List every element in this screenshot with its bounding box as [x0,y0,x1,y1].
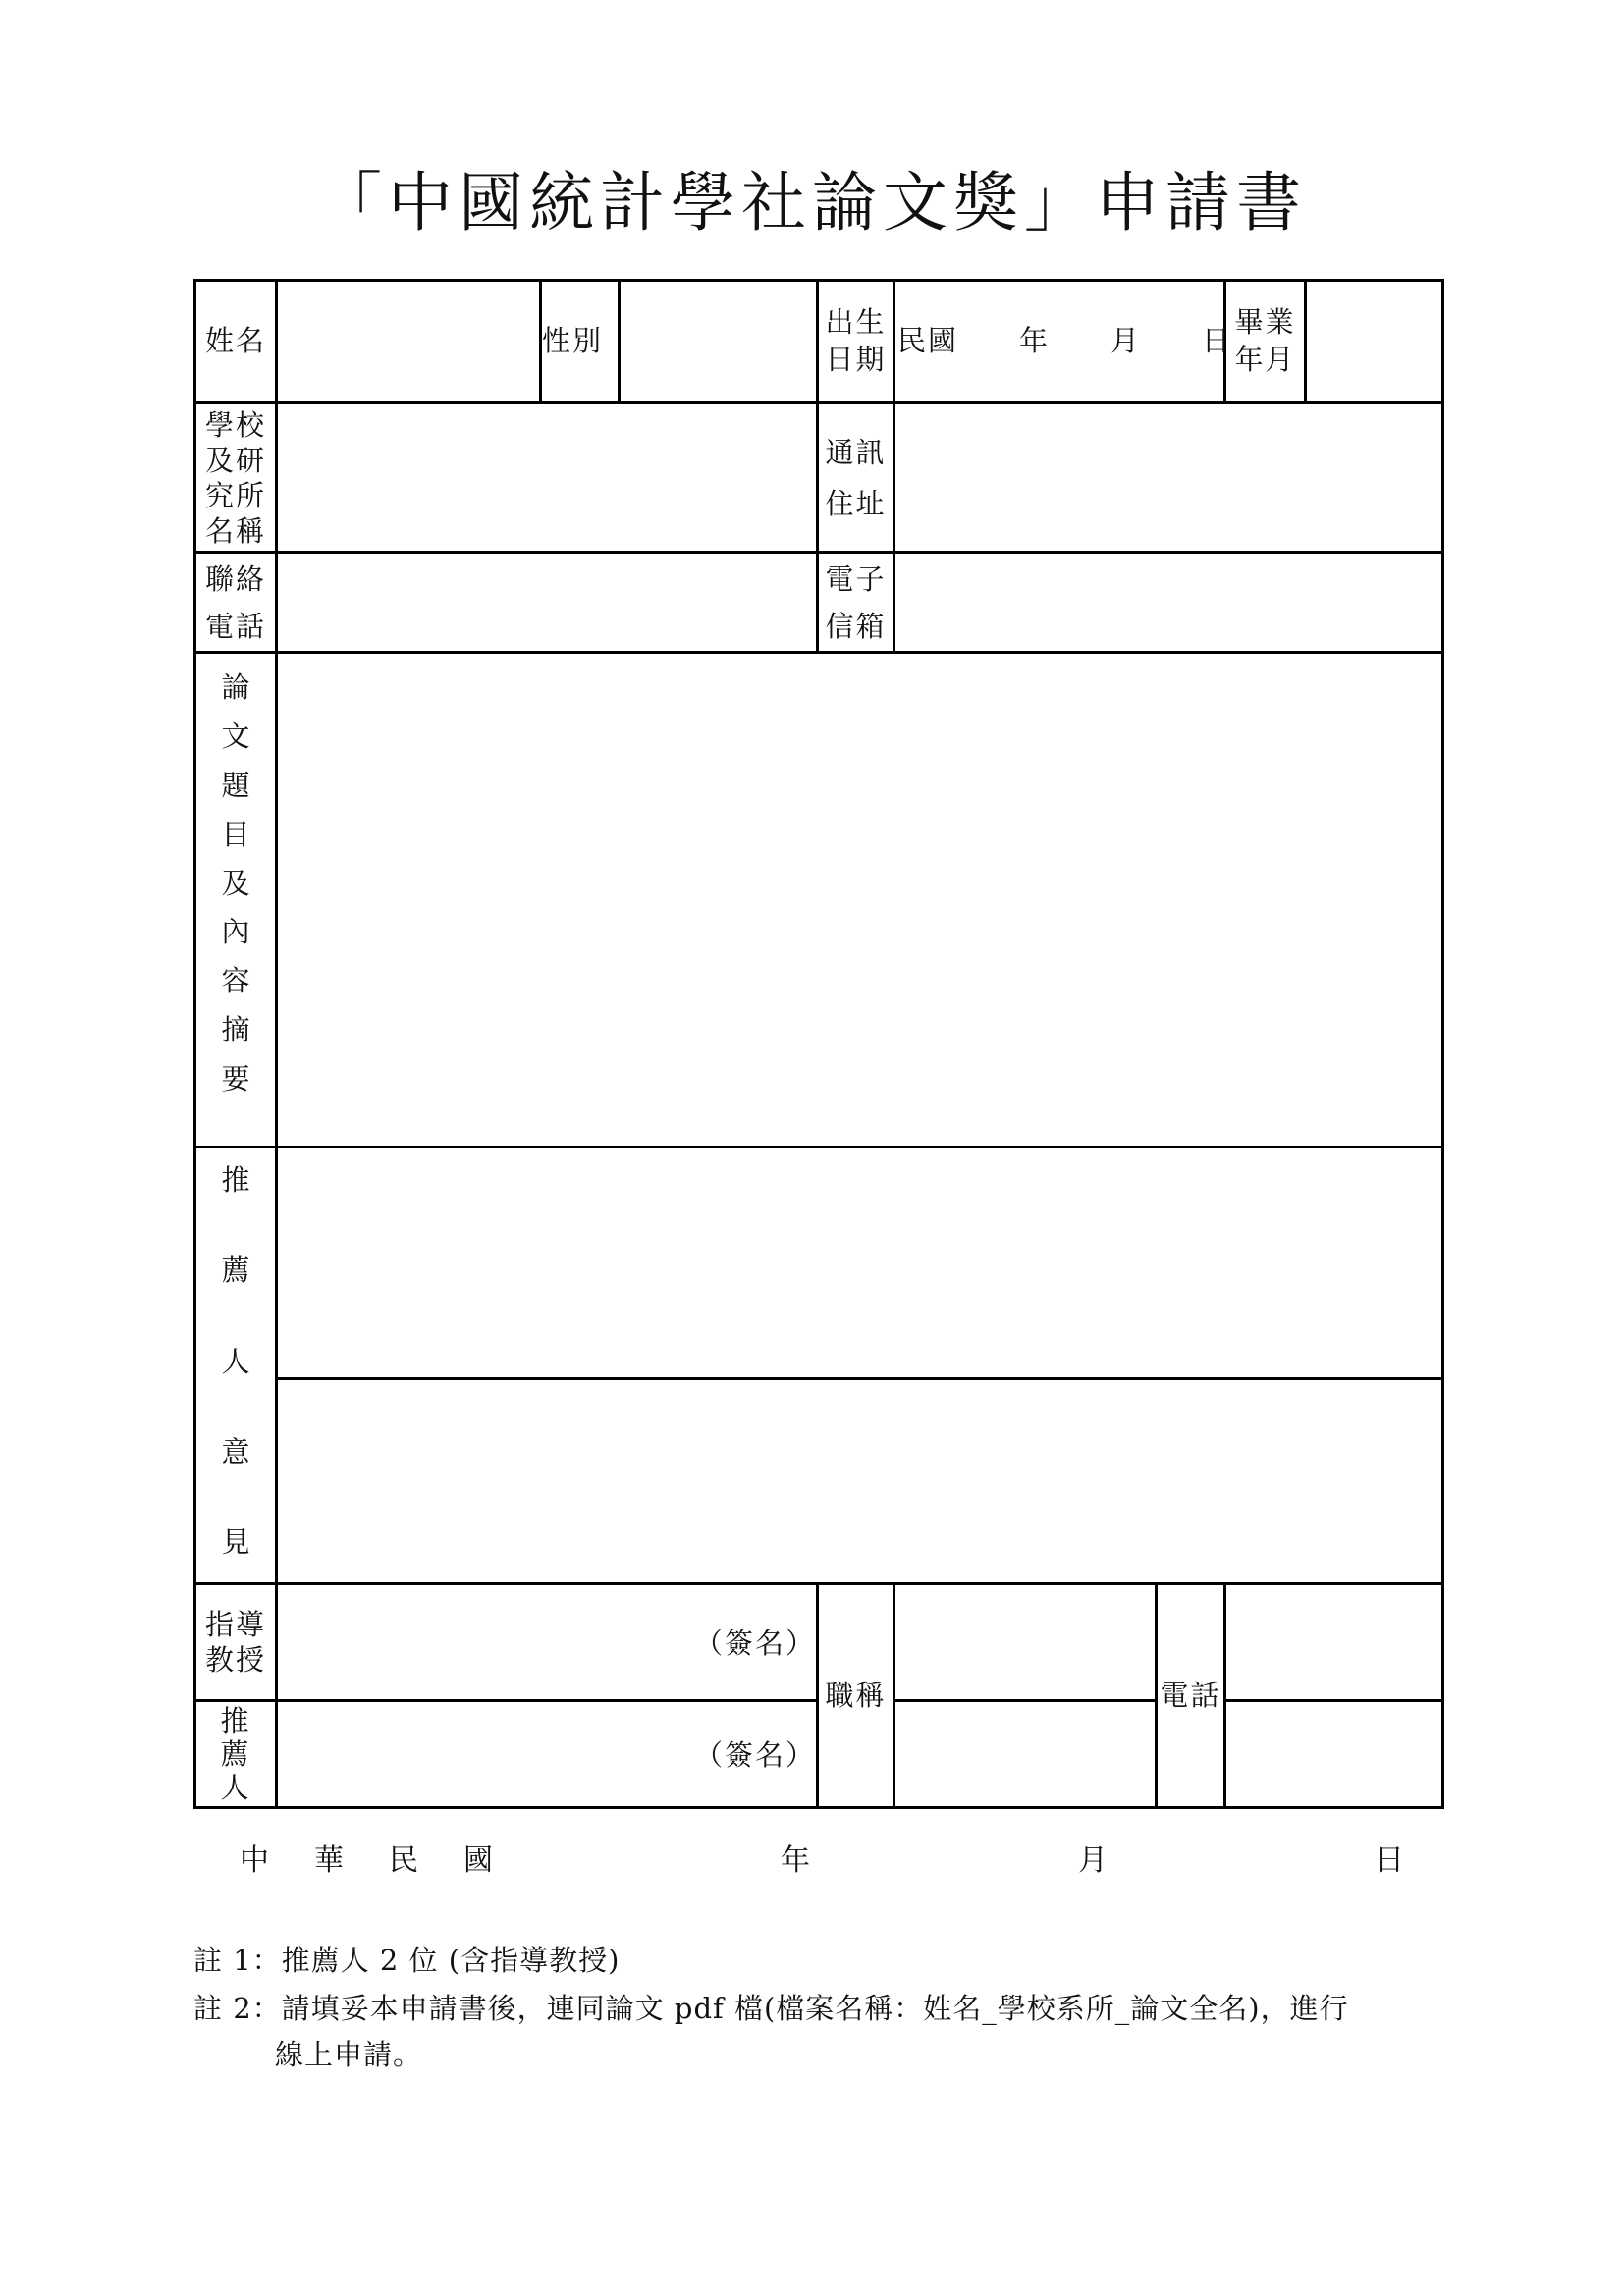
recommender-label [196,1702,275,1806]
date-prefix: 中 華 民 國 [240,1843,501,1878]
address-field[interactable] [895,404,1441,551]
note-1: 註 1：推薦人 2 位 (含指導教授) [193,1944,621,1977]
recommender-label-line: 薦 [220,1737,251,1771]
address-label-line2: 住址 [825,486,887,520]
recommender-opinion-char: 推 [221,1163,250,1197]
advisor-signature-field[interactable] [278,1610,816,1679]
graduation-label-line1: 畢業 [1234,305,1296,340]
job-title-field-advisor[interactable] [895,1585,1155,1699]
table-line [193,1806,1444,1809]
table-line [193,1699,817,1702]
recommender-opinion-label [196,1158,275,1561]
school-label-line: 學校 [204,407,266,442]
signature-hint: （簽名） [693,1738,816,1773]
recommender-label-line: 推 [220,1704,251,1737]
recommender-signature-field[interactable] [278,1722,816,1790]
advisor-label-line2: 教授 [204,1643,266,1677]
birth-date-field[interactable] [897,282,1233,401]
note-2-line-2: 線上申請。 [275,2038,423,2071]
advisor-label-line1: 指導 [204,1608,266,1641]
advisor-label [196,1585,275,1699]
gender-label-text: 性別 [542,324,604,358]
email-label [819,554,893,651]
thesis-label-char: 要 [221,1062,250,1095]
graduation-field[interactable] [1307,282,1441,401]
table-line [1441,279,1444,1809]
name-field[interactable] [278,282,539,401]
thesis-label-char: 論 [221,670,250,704]
thesis-label-char: 及 [221,866,250,900]
recommender-opinion-char: 意 [221,1434,250,1468]
recommender-opinion-char: 人 [221,1344,250,1378]
recommender-opinion-char: 薦 [221,1254,250,1288]
date-day: 日 [1375,1843,1404,1878]
school-label-line: 及研 [204,443,266,477]
recommender-opinion-field-1[interactable] [278,1148,1441,1377]
birth-label-line1: 出生 [825,305,887,340]
graduation-label-line2: 年月 [1234,343,1296,376]
recommender-label-line: 人 [220,1771,251,1804]
phone-label-line2: 電話 [204,609,266,643]
email-label-line2: 信箱 [825,609,887,643]
telephone-label-text: 電話 [1160,1678,1221,1712]
birth-date-template: 民國 年 月 日 [897,324,1233,358]
note-2-line-1: 註 2：請填妥本申請書後，連同論文 pdf 檔(檔案名稱：姓名_學校系所_論文全名)，進行 [193,1992,1349,2025]
graduation-label [1226,282,1304,401]
form-title: 「中國統計學社論文獎」申請書 [317,165,1307,240]
phone-field[interactable] [278,554,816,651]
name-label-text: 姓名 [204,324,266,358]
thesis-label-char: 摘 [221,1013,250,1047]
telephone-label [1158,1585,1223,1806]
job-title-field-recommender[interactable] [895,1702,1155,1806]
email-field[interactable] [895,554,1441,651]
birth-label [819,282,893,401]
signature-hint: （簽名） [693,1627,816,1661]
thesis-label-char: 題 [221,768,250,802]
telephone-field-advisor[interactable] [1226,1585,1441,1699]
date-year: 年 [781,1843,810,1878]
school-label [196,404,275,551]
birth-label-line2: 日期 [825,343,887,376]
address-label [819,404,893,551]
school-label-line: 名稱 [204,513,266,548]
date-month: 月 [1078,1843,1108,1878]
email-label-line1: 電子 [825,561,887,596]
job-title-label [819,1585,893,1806]
thesis-label-char: 容 [221,964,250,998]
thesis-label-char: 目 [221,817,250,851]
thesis-label [196,666,275,1097]
recommender-opinion-char: 見 [221,1525,250,1559]
telephone-field-recommender[interactable] [1226,1702,1441,1806]
school-label-line: 究所 [204,478,266,512]
job-title-label-text: 職稱 [825,1678,887,1712]
gender-label [542,282,618,401]
address-label-line1: 通訊 [825,435,887,469]
gender-field[interactable] [621,282,816,401]
phone-label-line1: 聯絡 [204,561,266,596]
name-label [196,282,275,401]
thesis-label-char: 內 [221,915,250,949]
thesis-abstract-field[interactable] [278,654,1441,1146]
thesis-label-char: 文 [221,719,250,753]
school-field[interactable] [278,404,816,551]
recommender-opinion-field-2[interactable] [278,1380,1441,1582]
phone-label [196,554,275,651]
